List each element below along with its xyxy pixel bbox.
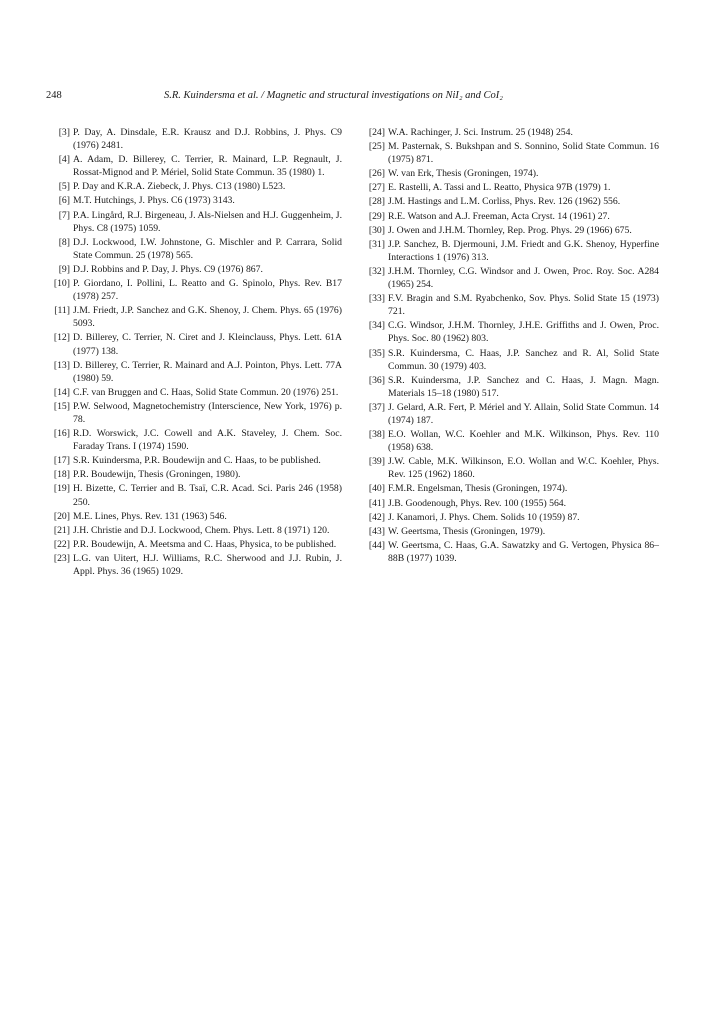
reference-text: J. Kanamori, J. Phys. Chem. Solids 10 (1959) 87. [388, 511, 580, 523]
reference-text: D. Billerey, C. Terrier, R. Mainard and A.J. Pointon, Phys. Lett. 77A (1980) 59. [73, 359, 342, 384]
reference-entry [46, 400, 342, 426]
reference-entry [46, 277, 342, 303]
references-right-column [361, 126, 659, 566]
reference-number: [22] [53, 538, 70, 550]
reference-number: [17] [53, 455, 70, 467]
reference-number: [8] [58, 236, 70, 248]
reference-number: [4] [58, 154, 70, 166]
reference-number: [7] [58, 209, 70, 221]
reference-text: J. Gelard, A.R. Fert, P. Mériel and Y. Allain, Solid State Commun. 14 (1974) 187. [388, 401, 659, 426]
reference-entry [46, 386, 342, 399]
reference-entry [361, 482, 659, 495]
reference-text: J.P. Sanchez, B. Djermouni, J.M. Friedt and G.K. Shenoy, Hyperfine Interactions 1 (1976) 313. [388, 238, 659, 263]
reference-number: [23] [53, 552, 70, 564]
reference-text: W. van Erk, Thesis (Groningen, 1974). [388, 168, 539, 180]
reference-number: [42] [368, 511, 385, 523]
reference-text: C.F. van Bruggen and C. Haas, Solid State Commun. 20 (1976) 251. [73, 386, 339, 398]
reference-number: [27] [368, 182, 385, 194]
reference-text: P.R. Boudewijn, A. Meetsma and C. Haas, Physica, to be published. [73, 538, 337, 550]
reference-number: [3] [58, 127, 70, 138]
reference-entry [46, 153, 342, 179]
reference-entry [361, 511, 659, 524]
reference-text: M.T. Hutchings, J. Phys. C6 (1973) 3143. [73, 195, 235, 207]
reference-entry [46, 524, 342, 537]
references-left-column [46, 126, 342, 579]
reference-text: E.O. Wollan, W.C. Koehler and M.K. Wilkinson, Phys. Rev. 110 (1958) 638. [388, 429, 659, 454]
reference-entry [46, 482, 342, 508]
reference-text: D. Billerey, C. Terrier, N. Ciret and J. Kleinclauss, Phys. Lett. 61A (1977) 138. [73, 332, 342, 357]
reference-text: P. Day, A. Dinsdale, E.R. Krausz and D.J. Robbins, J. Phys. C9 (1976) 2481. [73, 127, 342, 152]
reference-number: [14] [53, 386, 70, 398]
reference-text: J.W. Cable, M.K. Wilkinson, E.O. Wollan and W.C. Koehler, Phys. Rev. 125 (1962) 1860. [388, 456, 659, 481]
reference-number: [13] [53, 359, 70, 371]
reference-text: S.R. Kuindersma, P.R. Boudewijn and C. Haas, to be published. [73, 455, 321, 467]
reference-text: C.G. Windsor, J.H.M. Thornley, J.H.E. Griffiths and J. Owen, Proc. Phys. Soc. 80 (1962) 803. [388, 320, 659, 345]
reference-entry [361, 167, 659, 180]
reference-text: F.M.R. Engelsman, Thesis (Groningen, 1974). [388, 483, 568, 495]
reference-number: [31] [368, 238, 385, 250]
reference-number: [11] [54, 305, 70, 317]
reference-text: F.V. Bragin and S.M. Ryabchenko, Sov. Phys. Solid State 15 (1973) 721. [388, 293, 659, 318]
reference-text: E. Rastelli, A. Tassi and L. Reatto, Physica 97B (1979) 1. [388, 182, 611, 194]
reference-entry [361, 140, 659, 166]
reference-entry [46, 126, 342, 152]
reference-text: R.E. Watson and A.J. Freeman, Acta Cryst. 14 (1961) 27. [388, 210, 610, 222]
reference-number: [6] [58, 195, 70, 207]
reference-text: M. Pasternak, S. Bukshpan and S. Sonnino, Solid State Commun. 16 (1975) 871. [388, 141, 659, 166]
reference-text: S.R. Kuindersma, J.P. Sanchez and C. Haas, J. Magn. Magn. Materials 15–18 (1980) 517. [388, 374, 659, 399]
reference-text: J.H.M. Thornley, C.G. Windsor and J. Owen, Proc. Roy. Soc. A284 (1965) 254. [388, 265, 659, 291]
reference-number: [9] [58, 263, 70, 275]
reference-text: W. Geertsma, C. Haas, G.A. Sawatzky and G. Vertogen, Physica 86–88B (1977) 1039. [388, 539, 659, 564]
reference-text: D.J. Lockwood, I.W. Johnstone, G. Mischler and P. Carrara, Solid State Commun. 25 (1978) 565. [73, 236, 342, 261]
reference-text: A. Adam, D. Billerey, C. Terrier, R. Mainard, L.P. Regnault, J. Rossat-Mignod and P. Mériel, Solid State Commun. 35 (1980) 1. [73, 154, 342, 179]
reference-entry [361, 525, 659, 538]
reference-number: [30] [368, 224, 385, 236]
reference-text: W. Geertsma, Thesis (Groningen, 1979). [388, 525, 546, 537]
reference-number: [41] [368, 497, 385, 509]
reference-entry [46, 454, 342, 467]
reference-entry [361, 224, 659, 237]
reference-entry [361, 347, 659, 373]
reference-entry [361, 238, 659, 264]
reference-entry [361, 292, 659, 318]
reference-number: [21] [53, 524, 70, 536]
reference-entry [46, 209, 342, 235]
reference-text: R.D. Worswick, J.C. Cowell and A.K. Staveley, J. Chem. Soc. Faraday Trans. I (1974) 1590. [73, 428, 342, 453]
reference-text: P.W. Selwood, Magnetochemistry (Interscience, New York, 1976) p. 78. [73, 400, 342, 425]
reference-text: S.R. Kuindersma, C. Haas, J.P. Sanchez and R. Al, Solid State Commun. 30 (1979) 403. [388, 347, 659, 372]
reference-text: J.M. Friedt, J.P. Sanchez and G.K. Shenoy, J. Chem. Phys. 65 (1976) 5093. [73, 305, 342, 330]
reference-number: [24] [368, 127, 385, 138]
reference-entry [361, 374, 659, 400]
reference-entry [361, 428, 659, 454]
reference-entry [46, 236, 342, 262]
running-head: S.R. Kuindersma et al. / Magnetic and structural investigations on NiI₂ and CoI₂ [164, 90, 503, 101]
reference-text: P.R. Boudewijn, Thesis (Groningen, 1980). [73, 469, 241, 481]
reference-entry [361, 210, 659, 223]
reference-text: D.J. Robbins and P. Day, J. Phys. C9 (1976) 867. [73, 263, 263, 275]
reference-entry [361, 497, 659, 510]
reference-number: [34] [368, 320, 385, 332]
reference-text: W.A. Rachinger, J. Sci. Instrum. 25 (1948) 254. [388, 127, 573, 138]
reference-number: [36] [368, 374, 385, 386]
reference-entry [46, 510, 342, 523]
reference-entry [361, 319, 659, 345]
reference-text: J.H. Christie and D.J. Lockwood, Chem. Phys. Lett. 8 (1971) 120. [73, 524, 330, 536]
reference-text: J.M. Hastings and L.M. Corliss, Phys. Rev. 126 (1962) 556. [388, 196, 621, 208]
reference-number: [5] [58, 181, 70, 193]
reference-entry [361, 539, 659, 565]
reference-number: [18] [53, 469, 70, 481]
reference-entry [46, 263, 342, 276]
reference-entry [46, 180, 342, 193]
reference-entry [361, 195, 659, 208]
reference-entry [46, 304, 342, 330]
reference-text: M.E. Lines, Phys. Rev. 131 (1963) 546. [73, 510, 227, 522]
reference-entry [46, 552, 342, 578]
page-header [46, 88, 672, 104]
reference-number: [40] [368, 483, 385, 495]
reference-text: P. Day and K.R.A. Ziebeck, J. Phys. C13 (1980) L523. [73, 181, 286, 193]
reference-entry [361, 455, 659, 481]
reference-number: [43] [368, 525, 385, 537]
reference-number: [39] [368, 456, 385, 468]
reference-entry [46, 427, 342, 453]
reference-entry [46, 331, 342, 357]
reference-text: J. Owen and J.H.M. Thornley, Rep. Prog. Phys. 29 (1966) 675. [388, 224, 632, 236]
reference-number: [12] [53, 332, 70, 344]
reference-text: H. Bizette, C. Terrier and B. Tsaï, C.R. Acad. Sci. Paris 246 (1958) 250. [73, 483, 342, 508]
reference-text: P.A. Lingård, R.J. Birgeneau, J. Als-Nielsen and H.J. Guggenheim, J. Phys. C8 (1975) 1059. [73, 209, 342, 234]
reference-number: [37] [368, 401, 385, 413]
reference-number: [28] [368, 196, 385, 208]
reference-number: [25] [368, 141, 385, 153]
reference-entry [361, 265, 659, 291]
reference-number: [16] [53, 428, 70, 440]
reference-number: [10] [53, 278, 70, 290]
reference-number: [20] [53, 510, 70, 522]
reference-number: [33] [368, 293, 385, 305]
reference-number: [32] [368, 265, 385, 277]
reference-entry [46, 359, 342, 385]
reference-number: [26] [368, 168, 385, 180]
reference-entry [361, 401, 659, 427]
reference-entry [361, 126, 659, 139]
reference-number: [19] [53, 483, 70, 495]
reference-number: [44] [368, 539, 385, 551]
reference-entry [361, 181, 659, 194]
reference-entry [46, 538, 342, 551]
reference-text: J.B. Goodenough, Phys. Rev. 100 (1955) 564. [388, 497, 567, 509]
reference-entry [46, 194, 342, 207]
reference-number: [38] [368, 429, 385, 441]
reference-text: L.G. van Uitert, H.J. Williams, R.C. Sherwood and J.J. Rubin, J. Appl. Phys. 36 (1965) 1029. [73, 552, 342, 577]
reference-number: [35] [368, 347, 385, 359]
page-number: 248 [46, 90, 62, 101]
reference-number: [15] [53, 400, 70, 412]
reference-entry [46, 468, 342, 481]
reference-number: [29] [368, 210, 385, 222]
reference-text: P. Giordano, I. Pollini, L. Reatto and G. Spinolo, Phys. Rev. B17 (1978) 257. [73, 278, 342, 303]
